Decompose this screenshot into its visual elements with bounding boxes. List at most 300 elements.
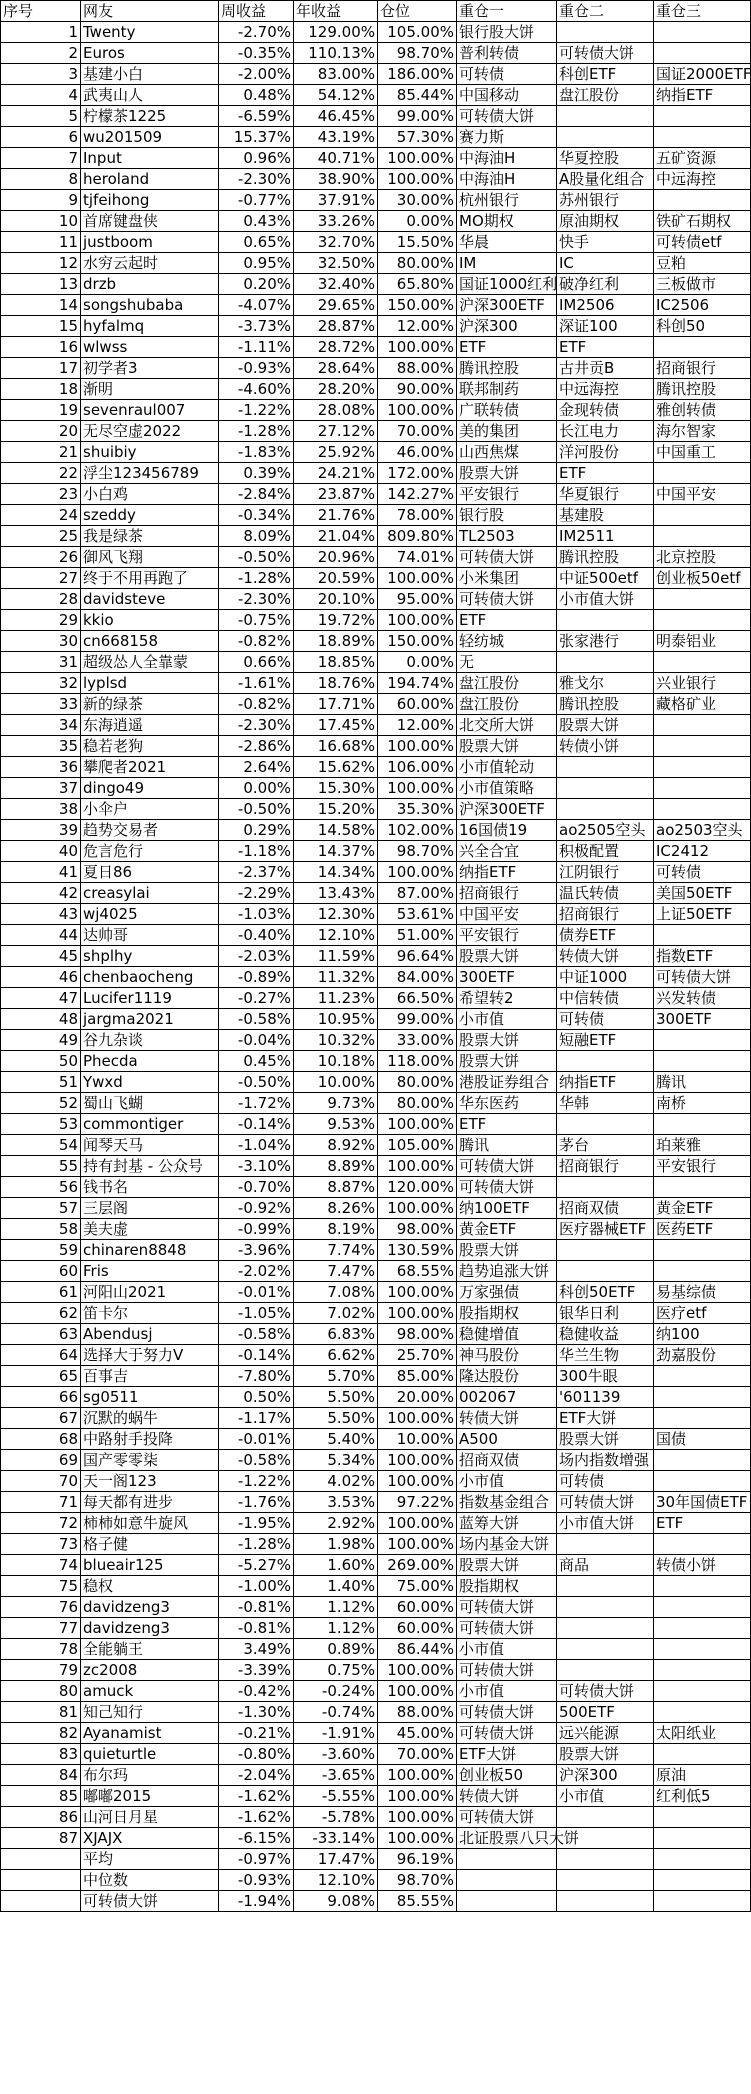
cell-annual-return: 11.23%	[294, 988, 378, 1009]
table-row	[1, 1660, 751, 1681]
cell-rank: 70	[1, 1471, 81, 1492]
table-row	[1, 1870, 751, 1891]
cell-weekly-return: -0.58%	[219, 1450, 294, 1471]
cell-holding-1: 盘江股份	[457, 673, 557, 694]
table-row	[1, 1639, 751, 1660]
cell-position: 100.00%	[378, 1513, 457, 1534]
cell-rank: 10	[1, 211, 81, 232]
cell-holding-1: 稳健增值	[457, 1324, 557, 1345]
cell-user: 平均	[81, 1849, 219, 1870]
cell-holding-2: IC	[557, 253, 654, 274]
column-header-weekly-return: 周收益	[219, 1, 294, 22]
cell-rank: 55	[1, 1156, 81, 1177]
cell-annual-return: 54.12%	[294, 85, 378, 106]
cell-holding-1: 中海油H	[457, 148, 557, 169]
table-row	[1, 925, 751, 946]
cell-user: 中位数	[81, 1870, 219, 1891]
cell-holding-2	[557, 1660, 654, 1681]
cell-holding-3	[654, 106, 751, 127]
cell-annual-return: 37.91%	[294, 190, 378, 211]
cell-position: 100.00%	[378, 400, 457, 421]
cell-user: 持有封基 - 公众号	[81, 1156, 219, 1177]
cell-holding-3	[654, 1828, 751, 1849]
cell-position: 99.00%	[378, 1009, 457, 1030]
cell-holding-1: 杭州银行	[457, 190, 557, 211]
table-row	[1, 253, 751, 274]
cell-weekly-return: -0.14%	[219, 1345, 294, 1366]
table-row	[1, 1114, 751, 1135]
table-row	[1, 43, 751, 64]
cell-holding-3	[654, 1618, 751, 1639]
cell-holding-2: 温氏转债	[557, 883, 654, 904]
cell-annual-return: 20.96%	[294, 547, 378, 568]
cell-weekly-return: -2.02%	[219, 1261, 294, 1282]
cell-position: 95.00%	[378, 589, 457, 610]
cell-user: 美夫虚	[81, 1219, 219, 1240]
cell-user: davidsteve	[81, 589, 219, 610]
cell-holding-1: 可转债大饼	[457, 1807, 557, 1828]
cell-rank: 35	[1, 736, 81, 757]
cell-rank: 65	[1, 1366, 81, 1387]
cell-holding-3	[654, 1240, 751, 1261]
cell-position: 99.00%	[378, 106, 457, 127]
table-row	[1, 1807, 751, 1828]
cell-holding-1: 华东医药	[457, 1093, 557, 1114]
cell-holding-1: 16国债19	[457, 820, 557, 841]
cell-weekly-return: -2.30%	[219, 589, 294, 610]
cell-rank: 7	[1, 148, 81, 169]
cell-weekly-return: -0.97%	[219, 1849, 294, 1870]
cell-annual-return: 4.02%	[294, 1471, 378, 1492]
cell-weekly-return: 0.65%	[219, 232, 294, 253]
cell-weekly-return: -1.03%	[219, 904, 294, 925]
cell-user: 河阳山2021	[81, 1282, 219, 1303]
table-row	[1, 526, 751, 547]
cell-holding-2: 腾讯控股	[557, 694, 654, 715]
cell-position: 100.00%	[378, 148, 457, 169]
cell-annual-return: 15.30%	[294, 778, 378, 799]
cell-holding-3: 原油	[654, 1765, 751, 1786]
cell-position: 15.50%	[378, 232, 457, 253]
cell-annual-return: -33.14%	[294, 1828, 378, 1849]
cell-holding-2: 古井贡B	[557, 358, 654, 379]
cell-rank: 29	[1, 610, 81, 631]
cell-holding-2: 科创50ETF	[557, 1282, 654, 1303]
cell-rank: 36	[1, 757, 81, 778]
cell-annual-return: 1.60%	[294, 1555, 378, 1576]
cell-user: justboom	[81, 232, 219, 253]
cell-weekly-return: -2.29%	[219, 883, 294, 904]
cell-holding-1: 北证股票八只大饼	[457, 1828, 557, 1849]
cell-rank: 31	[1, 652, 81, 673]
cell-holding-1: 小市值	[457, 1639, 557, 1660]
cell-holding-2: 医疗器械ETF	[557, 1219, 654, 1240]
cell-holding-3	[654, 1051, 751, 1072]
cell-holding-1: 国证1000红利	[457, 274, 557, 295]
cell-weekly-return: -0.21%	[219, 1723, 294, 1744]
table-row	[1, 778, 751, 799]
cell-rank: 23	[1, 484, 81, 505]
cell-holding-1: 可转债大饼	[457, 1660, 557, 1681]
cell-holding-1	[457, 1870, 557, 1891]
cell-position: 25.70%	[378, 1345, 457, 1366]
cell-weekly-return: -0.82%	[219, 631, 294, 652]
table-row	[1, 1219, 751, 1240]
cell-holding-1: 沪深300ETF	[457, 799, 557, 820]
cell-holding-3	[654, 757, 751, 778]
cell-annual-return: 17.47%	[294, 1849, 378, 1870]
table-row	[1, 652, 751, 673]
cell-holding-1: ETF	[457, 1114, 557, 1135]
cell-rank: 85	[1, 1786, 81, 1807]
cell-weekly-return: -0.27%	[219, 988, 294, 1009]
cell-holding-3	[654, 43, 751, 64]
cell-weekly-return: -0.42%	[219, 1681, 294, 1702]
cell-position: 194.74%	[378, 673, 457, 694]
cell-rank: 33	[1, 694, 81, 715]
cell-user: Ayanamist	[81, 1723, 219, 1744]
cell-holding-3	[654, 1408, 751, 1429]
cell-holding-3	[654, 22, 751, 43]
cell-holding-2: 苏州银行	[557, 190, 654, 211]
cell-rank: 87	[1, 1828, 81, 1849]
cell-holding-2: 招商银行	[557, 904, 654, 925]
cell-holding-1: 股票大饼	[457, 946, 557, 967]
cell-holding-1	[457, 1891, 557, 1912]
cell-user: 全能躺王	[81, 1639, 219, 1660]
cell-weekly-return: -0.81%	[219, 1597, 294, 1618]
cell-annual-return: 110.13%	[294, 43, 378, 64]
cell-holding-2: 破净红利	[557, 274, 654, 295]
cell-weekly-return: -3.10%	[219, 1156, 294, 1177]
cell-weekly-return: 0.50%	[219, 1387, 294, 1408]
cell-position: 30.00%	[378, 190, 457, 211]
cell-user: amuck	[81, 1681, 219, 1702]
cell-holding-3	[654, 1660, 751, 1681]
cell-holding-3: 黄金ETF	[654, 1198, 751, 1219]
cell-weekly-return: -7.80%	[219, 1366, 294, 1387]
cell-holding-2: 商品	[557, 1555, 654, 1576]
cell-rank: 11	[1, 232, 81, 253]
cell-weekly-return: -0.01%	[219, 1282, 294, 1303]
cell-user: 国产零零柒	[81, 1450, 219, 1471]
cell-position: 100.00%	[378, 1681, 457, 1702]
cell-rank: 56	[1, 1177, 81, 1198]
cell-weekly-return: -0.50%	[219, 1072, 294, 1093]
cell-holding-2: 转债大饼	[557, 946, 654, 967]
cell-user: 笛卡尔	[81, 1303, 219, 1324]
cell-user: 每天都有进步	[81, 1492, 219, 1513]
cell-holding-1: ETF大饼	[457, 1744, 557, 1765]
cell-position: 102.00%	[378, 820, 457, 841]
table-row	[1, 1828, 751, 1849]
cell-user: Abendusj	[81, 1324, 219, 1345]
table-row	[1, 64, 751, 85]
table-row	[1, 1702, 751, 1723]
cell-holding-2: 场内指数增强	[557, 1450, 654, 1471]
cell-holding-2: 稳健收益	[557, 1324, 654, 1345]
cell-holding-3	[654, 652, 751, 673]
cell-annual-return: 9.73%	[294, 1093, 378, 1114]
cell-user: wu201509	[81, 127, 219, 148]
cell-user: 天一阁123	[81, 1471, 219, 1492]
cell-rank: 68	[1, 1429, 81, 1450]
cell-user: zc2008	[81, 1660, 219, 1681]
column-header-holding-1: 重仓一	[457, 1, 557, 22]
cell-user: 水穷云起时	[81, 253, 219, 274]
cell-holding-1: 中海油H	[457, 169, 557, 190]
cell-weekly-return: -1.28%	[219, 421, 294, 442]
cell-annual-return: 5.40%	[294, 1429, 378, 1450]
cell-holding-2	[557, 1639, 654, 1660]
cell-holding-2	[557, 778, 654, 799]
cell-weekly-return: -1.61%	[219, 673, 294, 694]
cell-user: sevenraul007	[81, 400, 219, 421]
cell-annual-return: 24.21%	[294, 463, 378, 484]
cell-user: 御风飞翔	[81, 547, 219, 568]
cell-holding-3	[654, 1639, 751, 1660]
cell-holding-1: 股票大饼	[457, 1555, 557, 1576]
cell-weekly-return: 0.39%	[219, 463, 294, 484]
table-row	[1, 967, 751, 988]
cell-rank: 61	[1, 1282, 81, 1303]
cell-holding-3	[654, 1030, 751, 1051]
cell-holding-3: 豆粕	[654, 253, 751, 274]
cell-user: heroland	[81, 169, 219, 190]
cell-rank: 44	[1, 925, 81, 946]
cell-holding-1	[457, 1849, 557, 1870]
cell-weekly-return: -1.00%	[219, 1576, 294, 1597]
cell-annual-return: 8.19%	[294, 1219, 378, 1240]
cell-holding-2: 中证500etf	[557, 568, 654, 589]
cell-holding-3: 中国平安	[654, 484, 751, 505]
cell-annual-return: 10.32%	[294, 1030, 378, 1051]
cell-holding-1: 华晨	[457, 232, 557, 253]
cell-rank: 66	[1, 1387, 81, 1408]
cell-holding-2: 华夏银行	[557, 484, 654, 505]
cell-holding-1: 赛力斯	[457, 127, 557, 148]
cell-annual-return: 28.87%	[294, 316, 378, 337]
cell-annual-return: 33.26%	[294, 211, 378, 232]
cell-annual-return: 25.92%	[294, 442, 378, 463]
cell-holding-3: 明泰铝业	[654, 631, 751, 652]
table-row	[1, 715, 751, 736]
cell-annual-return: -5.78%	[294, 1807, 378, 1828]
cell-holding-3	[654, 1177, 751, 1198]
cell-annual-return: 18.85%	[294, 652, 378, 673]
cell-annual-return: 18.76%	[294, 673, 378, 694]
cell-annual-return: 19.72%	[294, 610, 378, 631]
cell-holding-3	[654, 1744, 751, 1765]
cell-annual-return: 16.68%	[294, 736, 378, 757]
table-row	[1, 505, 751, 526]
cell-holding-3: 上证50ETF	[654, 904, 751, 925]
cell-holding-2	[557, 799, 654, 820]
cell-rank: 79	[1, 1660, 81, 1681]
table-row	[1, 1891, 751, 1912]
table-row	[1, 232, 751, 253]
cell-user: sg0511	[81, 1387, 219, 1408]
cell-annual-return: 12.10%	[294, 925, 378, 946]
cell-holding-1: 股票大饼	[457, 1240, 557, 1261]
cell-weekly-return: -0.82%	[219, 694, 294, 715]
cell-holding-3	[654, 1114, 751, 1135]
cell-holding-1: 中国平安	[457, 904, 557, 925]
cell-holding-3	[654, 1534, 751, 1555]
cell-holding-2: 基建股	[557, 505, 654, 526]
cell-user: 新的绿茶	[81, 694, 219, 715]
cell-weekly-return: -0.89%	[219, 967, 294, 988]
cell-holding-3: 指数ETF	[654, 946, 751, 967]
cell-rank: 4	[1, 85, 81, 106]
cell-rank: 74	[1, 1555, 81, 1576]
cell-annual-return: -3.65%	[294, 1765, 378, 1786]
cell-weekly-return: -0.14%	[219, 1114, 294, 1135]
cell-position: 70.00%	[378, 421, 457, 442]
cell-weekly-return: 3.49%	[219, 1639, 294, 1660]
cell-weekly-return: -1.30%	[219, 1702, 294, 1723]
table-row	[1, 1240, 751, 1261]
cell-annual-return: 1.98%	[294, 1534, 378, 1555]
cell-holding-2	[557, 1849, 654, 1870]
cell-weekly-return: 0.43%	[219, 211, 294, 232]
cell-holding-3: 五矿资源	[654, 148, 751, 169]
cell-weekly-return: -2.30%	[219, 715, 294, 736]
cell-annual-return: 5.50%	[294, 1408, 378, 1429]
table-row	[1, 106, 751, 127]
cell-position: 150.00%	[378, 295, 457, 316]
cell-holding-2	[557, 757, 654, 778]
cell-rank: 5	[1, 106, 81, 127]
cell-annual-return: 32.70%	[294, 232, 378, 253]
table-row	[1, 358, 751, 379]
cell-position: 12.00%	[378, 715, 457, 736]
cell-weekly-return: 0.00%	[219, 778, 294, 799]
cell-holding-2: 积极配置	[557, 841, 654, 862]
cell-weekly-return: -4.07%	[219, 295, 294, 316]
cell-holding-1: 可转债大饼	[457, 1723, 557, 1744]
cell-holding-2: 小市值	[557, 1786, 654, 1807]
cell-user: 小伞户	[81, 799, 219, 820]
cell-rank: 41	[1, 862, 81, 883]
table-row	[1, 337, 751, 358]
cell-holding-2: 华夏控股	[557, 148, 654, 169]
column-header-rank: 序号	[1, 1, 81, 22]
cell-annual-return: 20.59%	[294, 568, 378, 589]
cell-holding-2: ETF	[557, 463, 654, 484]
cell-annual-return: 2.92%	[294, 1513, 378, 1534]
cell-holding-3: 可转债大饼	[654, 967, 751, 988]
cell-holding-2: 洋河股份	[557, 442, 654, 463]
cell-holding-1: 轻纺城	[457, 631, 557, 652]
cell-holding-1: 蓝筹大饼	[457, 1513, 557, 1534]
cell-holding-2: 可转债大饼	[557, 1681, 654, 1702]
cell-position: 96.64%	[378, 946, 457, 967]
cell-user: szeddy	[81, 505, 219, 526]
cell-weekly-return: -1.17%	[219, 1408, 294, 1429]
table-row	[1, 694, 751, 715]
cell-weekly-return: 0.96%	[219, 148, 294, 169]
table-row	[1, 1534, 751, 1555]
cell-annual-return: 14.37%	[294, 841, 378, 862]
cell-user: 浮尘123456789	[81, 463, 219, 484]
cell-rank: 21	[1, 442, 81, 463]
cell-position: 269.00%	[378, 1555, 457, 1576]
table-row	[1, 1156, 751, 1177]
cell-holding-3: 腾讯控股	[654, 379, 751, 400]
table-row	[1, 400, 751, 421]
table-row	[1, 1408, 751, 1429]
cell-holding-1: 创业板50	[457, 1765, 557, 1786]
cell-holding-1: 股指期权	[457, 1576, 557, 1597]
cell-user: 山河日月星	[81, 1807, 219, 1828]
cell-rank: 9	[1, 190, 81, 211]
cell-holding-1: 纳指ETF	[457, 862, 557, 883]
cell-annual-return: 3.53%	[294, 1492, 378, 1513]
cell-holding-2: 原油期权	[557, 211, 654, 232]
cell-weekly-return: -1.62%	[219, 1807, 294, 1828]
table-row	[1, 484, 751, 505]
cell-holding-3: 美国50ETF	[654, 883, 751, 904]
cell-weekly-return: -1.28%	[219, 568, 294, 589]
cell-rank: 39	[1, 820, 81, 841]
cell-user: 东海逍遥	[81, 715, 219, 736]
cell-holding-3: 易基综债	[654, 1282, 751, 1303]
cell-user: wj4025	[81, 904, 219, 925]
cell-annual-return: 7.08%	[294, 1282, 378, 1303]
cell-rank: 84	[1, 1765, 81, 1786]
cell-holding-2: 小市值大饼	[557, 589, 654, 610]
cell-holding-2: IM2506	[557, 295, 654, 316]
cell-position: 120.00%	[378, 1177, 457, 1198]
cell-annual-return: -0.24%	[294, 1681, 378, 1702]
cell-position: 88.00%	[378, 1702, 457, 1723]
cell-holding-2: A股量化组合	[557, 169, 654, 190]
cell-annual-return: 14.58%	[294, 820, 378, 841]
cell-position: 68.55%	[378, 1261, 457, 1282]
cell-holding-3	[654, 589, 751, 610]
table-row	[1, 841, 751, 862]
cell-holding-3: ETF	[654, 1513, 751, 1534]
cell-user: Euros	[81, 43, 219, 64]
cell-position: 100.00%	[378, 1156, 457, 1177]
cell-annual-return: 7.74%	[294, 1240, 378, 1261]
cell-holding-1: 希望转2	[457, 988, 557, 1009]
cell-user: 选择大于努力V	[81, 1345, 219, 1366]
cell-holding-3: 兴业银行	[654, 673, 751, 694]
cell-holding-2: 银华日利	[557, 1303, 654, 1324]
cell-holding-3: 太阳纸业	[654, 1723, 751, 1744]
table-row	[1, 1387, 751, 1408]
table-row	[1, 631, 751, 652]
cell-holding-1: 神马股份	[457, 1345, 557, 1366]
cell-holding-1: 小市值	[457, 1471, 557, 1492]
cell-holding-3: 30年国债ETF	[654, 1492, 751, 1513]
cell-position: 100.00%	[378, 1786, 457, 1807]
cell-user: 基建小白	[81, 64, 219, 85]
cell-holding-3	[654, 463, 751, 484]
cell-position: 172.00%	[378, 463, 457, 484]
cell-rank: 67	[1, 1408, 81, 1429]
cell-annual-return: 129.00%	[294, 22, 378, 43]
cell-rank: 18	[1, 379, 81, 400]
cell-annual-return: 10.95%	[294, 1009, 378, 1030]
cell-position: 100.00%	[378, 1471, 457, 1492]
cell-position: 106.00%	[378, 757, 457, 778]
table-row	[1, 862, 751, 883]
cell-user: dingo49	[81, 778, 219, 799]
table-row	[1, 211, 751, 232]
